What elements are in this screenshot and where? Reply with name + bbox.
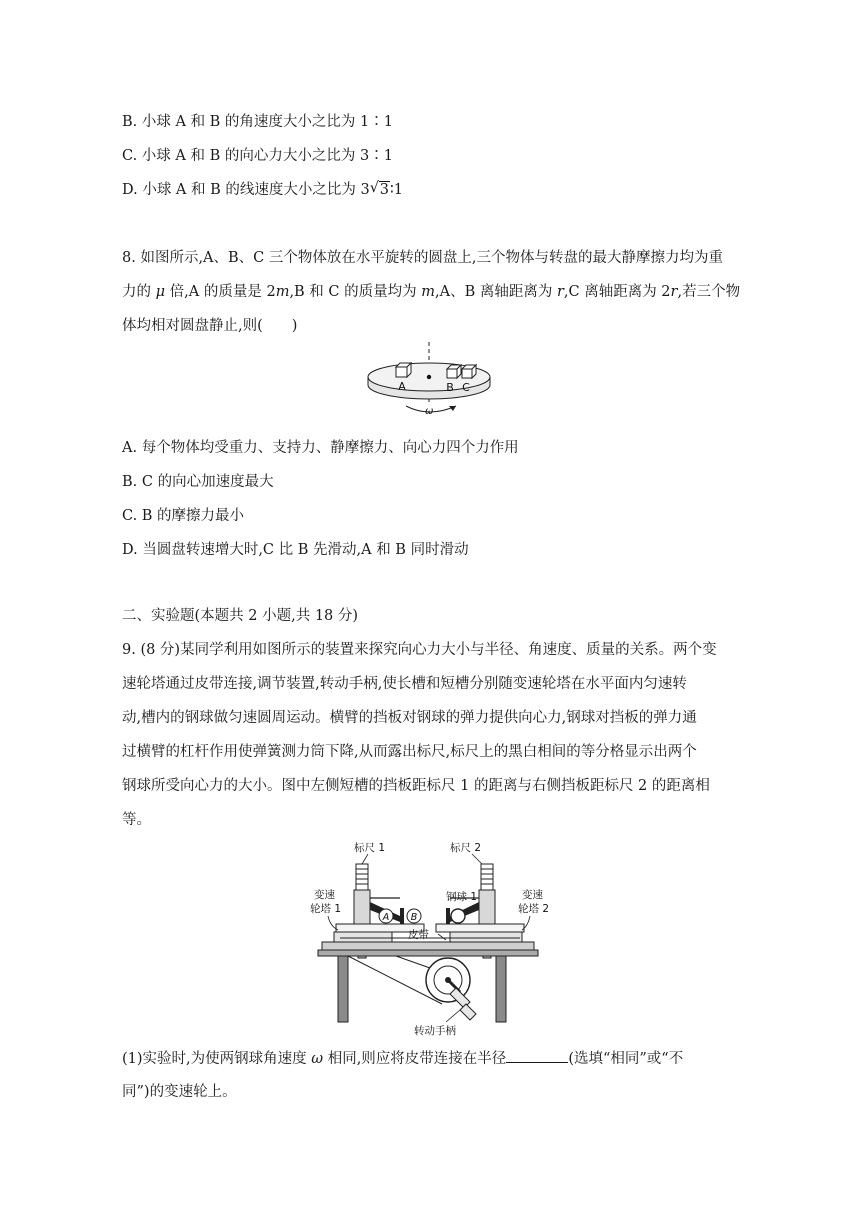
block-a: [396, 363, 411, 377]
label-c: C: [462, 381, 470, 394]
q8-option-d: D. 当圆盘转速增大时,C 比 B 先滑动,A 和 B 同时滑动: [122, 542, 469, 558]
q7-option-d-ratio: ∶1: [389, 182, 403, 198]
tower1: [334, 932, 392, 942]
q8-text: ,B 和 C 的质量均为: [289, 284, 422, 300]
ruler2-label: 标尺 2: [450, 842, 482, 854]
q7-option-d: [122, 180, 403, 200]
q9-line6: 等。: [122, 812, 151, 828]
handle-label: 转动手柄: [414, 1025, 456, 1037]
q8-option-a: A. 每个物体均受重力、支持力、静摩擦力、向心力四个力作用: [122, 440, 519, 456]
q9-sub1-text: 相同,则应将皮带连接在半径: [323, 1051, 507, 1067]
answer-blank[interactable]: [506, 1048, 568, 1063]
q8-stem-line3: 体均相对圆盘静止,则( ): [122, 318, 298, 334]
label-b: B: [446, 381, 454, 394]
q7-option-b: B. 小球 A 和 B 的角速度大小之比为 1∶1: [122, 114, 393, 130]
sqrt-argument: 3: [379, 182, 389, 198]
table-leg-left: [338, 956, 348, 1022]
tower2-label-l1: 变速: [522, 889, 543, 901]
q7-option-d-text: D. 小球 A 和 B 的线速度大小之比为 3: [122, 182, 370, 198]
block-c: [462, 365, 476, 378]
tower2: [450, 932, 522, 942]
q9-sub1-text: (1)实验时,为使两钢球角速度: [122, 1051, 312, 1067]
q9-line5: 钢球所受向心力的大小。图中左侧短槽的挡板距标尺 1 的距离与右侧挡板距标尺 2 的距离相: [122, 778, 710, 794]
radius-symbol: r: [556, 284, 564, 300]
q9-sub1-text: (选填“相同”或“不: [568, 1051, 684, 1067]
tower2-label-l2: 轮塔 2: [518, 903, 550, 915]
mass-symbol: m: [275, 284, 290, 300]
ruler1-label: 标尺 1: [354, 842, 386, 854]
block-b: [447, 365, 461, 378]
mass-symbol: m: [421, 284, 435, 300]
q8-text: 倍,A 的质量是 2: [165, 284, 276, 300]
ball-a-label: A: [382, 912, 390, 923]
q9-line1: 9. (8 分)某同学利用如图所示的装置来探究向心力大小与半径、角速度、质量的关系。两个变: [122, 642, 717, 658]
turntable-figure: [362, 340, 502, 422]
q7-option-c: C. 小球 A 和 B 的向心力大小之比为 3∶1: [122, 148, 393, 164]
section-heading: 二、实验题(本题共 2 小题,共 18 分): [122, 608, 359, 624]
q8-text: ,C 离轴距离为 2: [563, 284, 671, 300]
omega-label: ω: [425, 406, 434, 417]
tower1-label-l2: 轮塔 1: [310, 903, 342, 915]
steel-ball-1: [451, 909, 465, 923]
mu-symbol: μ: [155, 284, 166, 300]
axis-dot: [427, 375, 431, 379]
q8-stem-line2: [122, 282, 740, 302]
q9-sub1-line1: [122, 1048, 683, 1069]
table-leg-right: [496, 956, 506, 1022]
table-top: [322, 942, 534, 950]
q8-text: 力的: [122, 284, 156, 300]
q8-stem-line1: 8. 如图所示,A、B、C 三个物体放在水平旋转的圆盘上,三个物体与转盘的最大静摩擦力均为重: [122, 250, 723, 266]
tower1-label-l1: 变速: [314, 889, 335, 901]
label-a: A: [398, 380, 406, 393]
q8-text: ,A、B 离轴距离为: [434, 284, 557, 300]
apparatus-figure: [300, 838, 550, 1038]
radius-symbol: r: [670, 284, 678, 300]
q9-sub1-line2: 同”)的变速轮上。: [122, 1084, 237, 1100]
q8-option-c: C. B 的摩擦力最小: [122, 508, 245, 524]
ball1-label: 钢球 1: [446, 891, 478, 903]
belt-label: 皮带: [408, 929, 429, 941]
omega-symbol: ω: [311, 1051, 324, 1067]
sqrt-symbol: √ 3: [369, 180, 389, 198]
q9-line3: 动,槽内的钢球做匀速圆周运动。横臂的挡板对钢球的弹力提供向心力,钢球对挡板的弹力通: [122, 710, 697, 726]
ball-b-label: B: [410, 912, 418, 923]
q8-text: ,若三个物: [677, 284, 741, 300]
q9-line2: 速轮塔通过皮带连接,调节装置,转动手柄,使长槽和短槽分别随变速轮塔在水平面内匀速转: [122, 676, 687, 692]
right-slot: [436, 924, 524, 932]
q8-option-b: B. C 的向心加速度最大: [122, 474, 274, 490]
q9-line4: 过横臂的杠杆作用使弹簧测力筒下降,从而露出标尺,标尺上的黑白相间的等分格显示出两个: [122, 744, 697, 760]
